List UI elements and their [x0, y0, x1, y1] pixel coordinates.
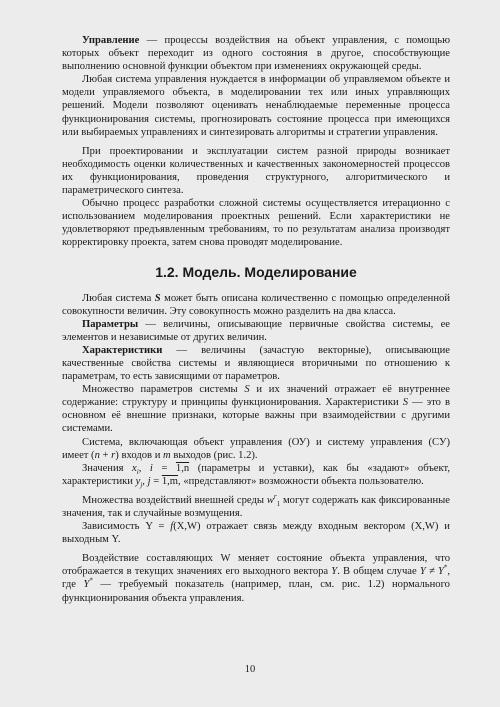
definition-text: — процессы воздействия на объект управления, с помощью которых объект переходит из одного состояния в другое, способствующие выполнению основной функции объектом при изменениях окружающей среды. [62, 35, 450, 73]
superscript-star: * [89, 576, 93, 585]
symbol-f: f [170, 521, 174, 533]
text-run: (X,W) отражает связь между входным вектором (X,W) и выходным Y. [62, 521, 450, 546]
paragraph-parameters [62, 318, 450, 344]
text-run: может быть описана количественно с помощью определенной совокупности величин. Эту совокупность можно разделить на два класса. [62, 292, 450, 317]
text-run: = [152, 462, 176, 474]
paragraph-iteration: Обычно процесс разработки сложной системы осуществляется итерационно с использованием моделирования проектных решений. Если характеристики не удовлетворяют предъявленным требованиям, то по результатам анализа производят корректировку проекта, затем снова проводят моделирование. [62, 198, 450, 249]
text-run: Значения [82, 462, 133, 474]
text-run: , [142, 475, 148, 487]
text-run: и их значений отражает её внутреннее содержание: структуру и принципы функционирования. Характеристики [62, 384, 450, 409]
symbol-s: S [402, 397, 408, 409]
range-1-m: 1,m [161, 475, 179, 487]
range-1-n: 1,n [175, 462, 190, 474]
paragraph-design: При проектировании и эксплуатации систем разной природы возникает необходимость оценки количественных и качественных закономерностей процессов их функционирования, проведения структурного, алгоритмического и параметрического синтеза. [62, 145, 450, 197]
term-control: Управление [82, 35, 140, 46]
paragraph-dependency [62, 520, 450, 546]
text-run: Множества воздействий внешней среды [82, 494, 267, 506]
text-run: Зависимость Y = [82, 521, 171, 533]
term-characteristics: Характеристики [82, 344, 163, 356]
definition-text: — величины (зачастую векторные), описывающие качественные свойства системы и являющиеся вторичными по отношению к параметрам, то есть зависящими от параметров. [62, 344, 450, 383]
section-heading: 1.2. Модель. Моделирование [155, 263, 357, 280]
paragraph-control-definition [62, 34, 450, 73]
paragraph-environment [62, 494, 450, 520]
text-run: , где [62, 566, 450, 591]
text-run: выходов (рис. 1.2). [170, 449, 258, 461]
symbol-s: S [244, 384, 250, 396]
symbol-j: j [147, 475, 151, 487]
text-run: Множество параметров системы [82, 384, 245, 396]
paragraph-characteristics [62, 344, 450, 383]
symbol-y: Y [331, 566, 338, 578]
text-run: + [99, 449, 112, 461]
text-run: Система, включающая объект управления (ОУ) и систему управления (СУ) имеет ( [62, 436, 450, 461]
paragraph-system-description [62, 292, 450, 318]
symbol-r: r [111, 449, 116, 461]
symbol-w: w [266, 494, 274, 506]
symbol-x: x [132, 462, 137, 474]
symbol-n: n [94, 449, 100, 461]
symbol-i: i [149, 462, 153, 474]
paragraph-parameter-set [62, 383, 450, 435]
paragraph-output-vector [62, 552, 450, 604]
symbol-m: m [163, 449, 171, 461]
paragraph-values [62, 462, 450, 488]
text-run: Любая система [82, 292, 155, 304]
text-run: . В общем случае [337, 566, 420, 578]
symbol-y: y [135, 475, 141, 487]
symbol-y: Y [83, 579, 90, 591]
text-run: , [138, 462, 150, 474]
text-run: = [150, 475, 162, 487]
text-run: — это в основном её внешние признаки, которые важны при взаимодействии с другими системами. [62, 397, 451, 435]
text-run: (параметры и уставки), как бы «задают» объект, характеристики [62, 462, 450, 487]
superscript-r: r [273, 492, 277, 501]
text-run: , «представляют» возможности объекта пользователю. [178, 475, 424, 487]
definition-text: — величины, описывающие первичные свойства системы, ее элементов и независимые от других величин. [62, 318, 450, 343]
text-run: могут содержать как фиксированные значения, так и случайные возмущения. [62, 494, 450, 519]
symbol-s: S [154, 292, 161, 304]
paragraph-inputs-outputs [62, 436, 450, 462]
subscript-i: i [136, 467, 139, 476]
text-run: ) входов и [115, 449, 164, 461]
text-run: Воздействие составляющих W меняет состояние объекта управления, что отображается в текущих значениях его выходного вектора [62, 553, 450, 578]
term-parameters: Параметры [82, 318, 139, 330]
subscript-1: 1 [276, 500, 281, 509]
subscript-j: j [140, 480, 143, 489]
text-run: — требуемый показатель (например, план, см. рис. 1.2) нормального функционирования объекта управления. [62, 579, 450, 604]
inequality-expression: Y ≠ Y [419, 566, 444, 578]
superscript-star: * [443, 563, 448, 572]
page-number: 10 [244, 664, 256, 675]
paragraph-control-system: Любая система управления нуждается в информации об управляемом объекте и модели управляемого объекта, в моделировании тех или иных управляющих решений. Модели позволяют оценивать ненаблюдаемые переменные процесса функционирования системы, прогнозировать состояние процесса при имеющихся или выбираемых управлениях и синтезировать алгоритмы и стратегии управления. [62, 74, 450, 138]
